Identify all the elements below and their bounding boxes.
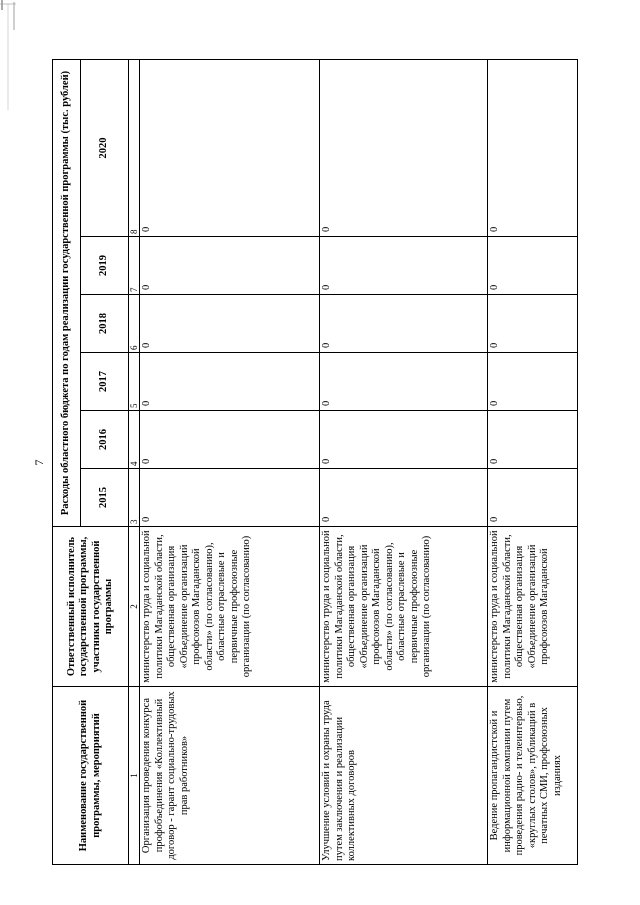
- expense-value: 0: [320, 59, 488, 236]
- table-row: [140, 59, 320, 864]
- table-row: [320, 59, 488, 864]
- expense-value: 0: [140, 295, 320, 353]
- column-index: 8: [129, 59, 140, 236]
- expense-value: 0: [140, 59, 320, 236]
- expense-value: 0: [488, 469, 578, 527]
- header-year: 2017: [81, 353, 129, 411]
- expense-value: 0: [140, 237, 320, 295]
- expense-value: 0: [320, 237, 488, 295]
- expense-value: 0: [488, 237, 578, 295]
- header-program-name: Наименование государственной программы, мероприятий: [53, 687, 129, 865]
- column-index: 3: [129, 469, 140, 527]
- header-expenses: Расходы областного бюджета по годам реализации государственной программы (тыс. рублей): [53, 59, 81, 526]
- program-expenses-table: [52, 59, 578, 865]
- expense-value: 0: [140, 411, 320, 469]
- column-index: 5: [129, 353, 140, 411]
- measure-name: Организация проведения конкурса профобъединения «Коллективный договор - гарант социально-трудовых прав работников»: [140, 687, 320, 865]
- expense-value: 0: [488, 59, 578, 236]
- expense-value: 0: [320, 353, 488, 411]
- column-index: 2: [129, 527, 140, 687]
- column-index: 1: [129, 687, 140, 865]
- column-index: 6: [129, 295, 140, 353]
- header-year: 2019: [81, 237, 129, 295]
- column-index-row: [129, 59, 140, 864]
- column-index: 7: [129, 237, 140, 295]
- measure-executor: министерство труда и социальной политики Магаданской области, общественная организация «Объединение организаций профсоюзов Магаданской области» (по согласованию), областные отраслевые и первичные профсоюзные организации (по согласованию): [140, 527, 320, 687]
- expense-value: 0: [320, 469, 488, 527]
- measure-name: Ведение пропагандистской и информационной компании путем проведения радио- и телеинтервью, «круглых столов», публикаций в печатных СМИ, профсоюзных изданиях: [488, 687, 578, 865]
- column-index: 4: [129, 411, 140, 469]
- expense-value: 0: [140, 353, 320, 411]
- header-year: 2020: [81, 59, 129, 236]
- expense-value: 0: [320, 411, 488, 469]
- expense-value: 0: [140, 469, 320, 527]
- rotated-page: [32, 60, 585, 865]
- expense-value: 0: [488, 295, 578, 353]
- measure-name: Улучшение условий и охраны труда путем заключения и реализации коллективных договоров: [320, 687, 488, 865]
- expense-value: 0: [488, 353, 578, 411]
- measure-executor: министерство труда и социальной политики Магаданской области, общественная организация «Объединение организаций профсоюзов Магаданской области» (по согласованию), областные отраслевые и первичные профсоюзные организации (по согласованию): [320, 527, 488, 687]
- header-year: 2018: [81, 295, 129, 353]
- table-row: [488, 59, 578, 864]
- header-year: 2016: [81, 411, 129, 469]
- page-number: 7: [32, 459, 46, 466]
- header-executor: Ответственный исполнитель государственной программы, участники государственной программы: [53, 527, 129, 687]
- measure-executor: министерство труда и социальной политики Магаданской области, общественная организация «Объединение организаций профсоюзов Магаданской: [488, 527, 578, 687]
- expense-value: 0: [488, 411, 578, 469]
- header-year: 2015: [81, 469, 129, 527]
- expense-value: 0: [320, 295, 488, 353]
